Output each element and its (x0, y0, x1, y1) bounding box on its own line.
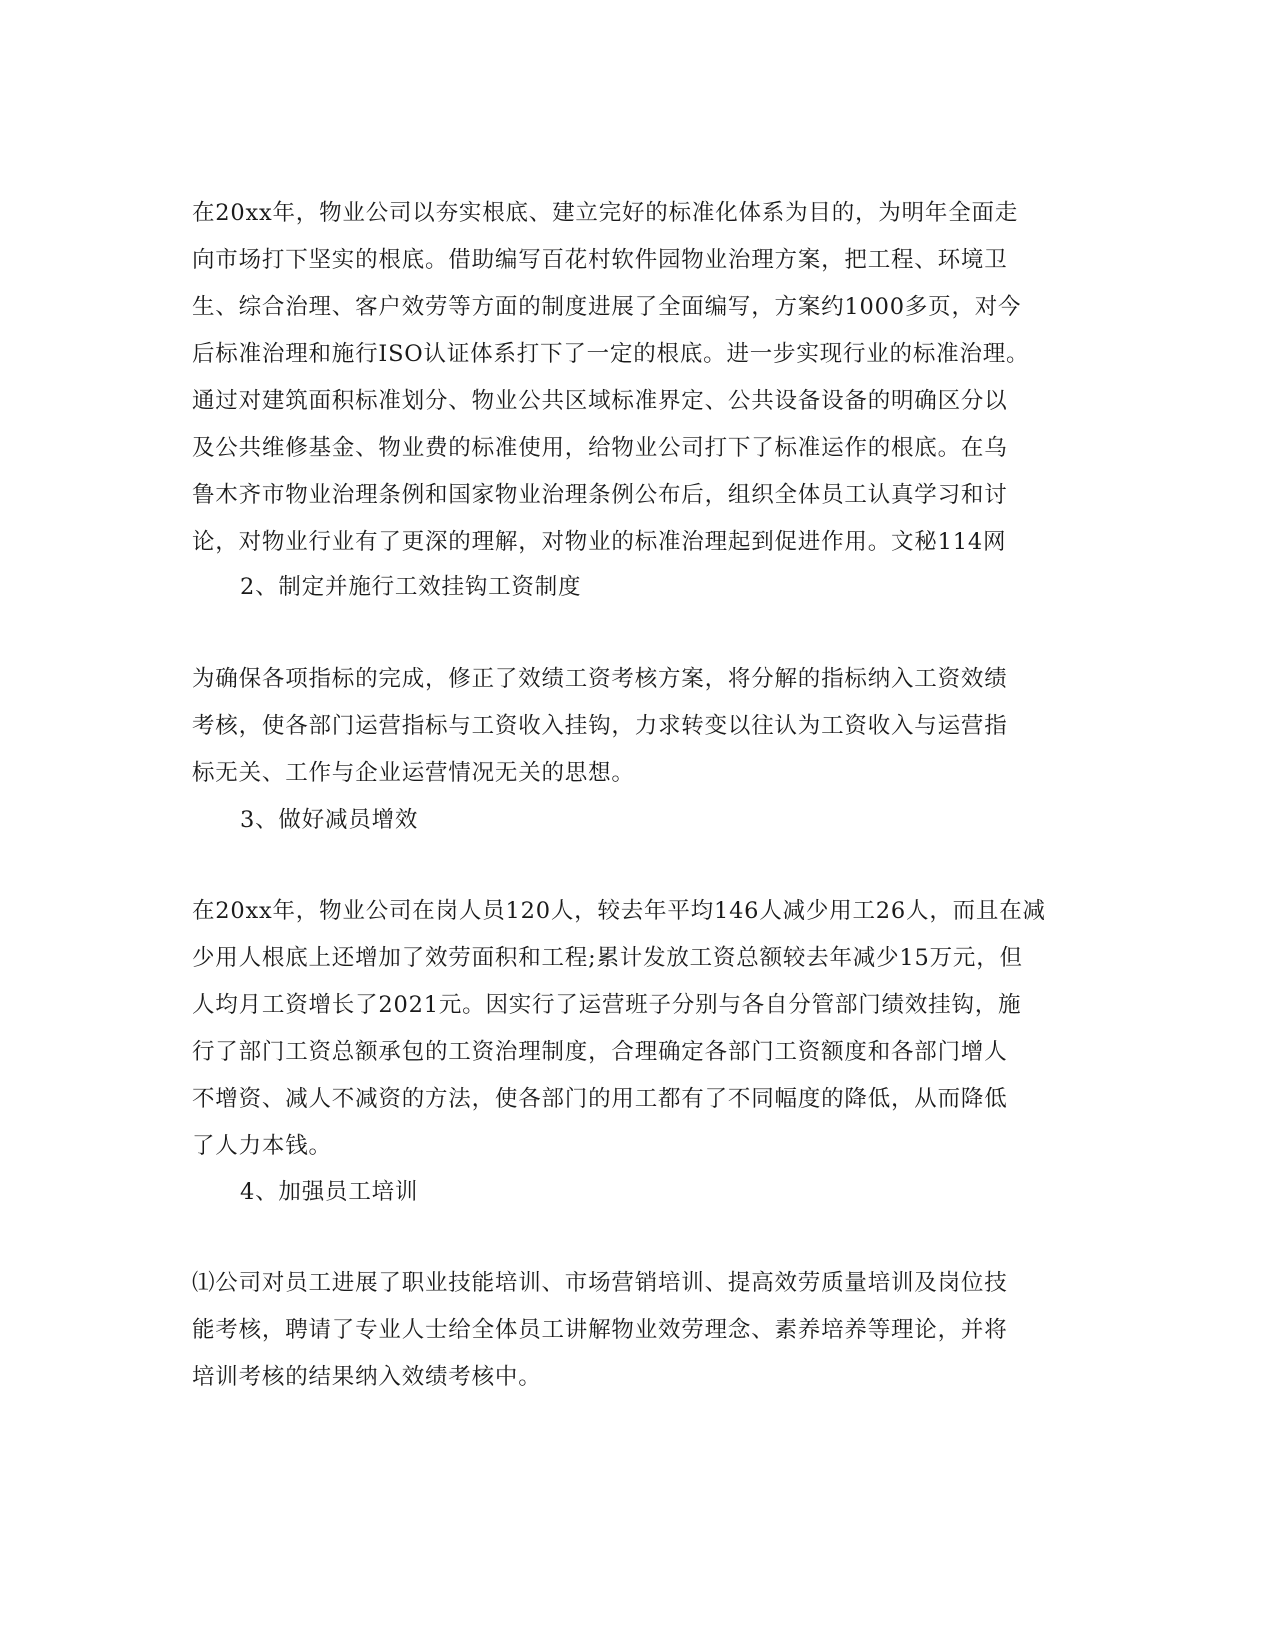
text-line: 标无关、工作与企业运营情况无关的思想。 (192, 760, 635, 786)
paragraph-standardization (192, 190, 1072, 566)
text-line: 不增资、减人不减资的方法，使各部门的用工都有了不同幅度的降低，从而降低 (192, 1086, 1008, 1112)
text-line: 为确保各项指标的完成，修正了效绩工资考核方案，将分解的指标纳入工资效绩 (192, 666, 1008, 692)
text-line: 论，对物业行业有了更深的理解，对物业的标准治理起到促进作用。文秘114网 (192, 529, 1007, 555)
text-line: ⑴公司对员工进展了职业技能培训、市场营销培训、提高效劳质量培训及岗位技 (192, 1270, 1008, 1296)
paragraph-salary-system (192, 656, 1072, 797)
text-line: 了人力本钱。 (192, 1133, 332, 1159)
text-line: 人均月工资增长了2021元。因实行了运营班子分别与各自分管部门绩效挂钩，施 (192, 992, 1022, 1018)
paragraph-training (192, 1260, 1072, 1401)
section-heading-3: 3、做好减员增效 (240, 807, 419, 833)
text-line: 培训考核的结果纳入效绩考核中。 (192, 1364, 542, 1390)
text-line: 在20xx年，物业公司在岗人员120人，较去年平均146人减少用工26人，而且在减 (192, 898, 1046, 924)
section-heading-4: 4、加强员工培训 (240, 1179, 419, 1205)
text-line: 向市场打下坚实的根底。借助编写百花村软件园物业治理方案，把工程、环境卫 (192, 247, 1008, 273)
text-line: 少用人根底上还增加了效劳面积和工程;累计发放工资总额较去年减少15万元，但 (192, 945, 1023, 971)
text-line: 考核，使各部门运营指标与工资收入挂钩，力求转变以往认为工资收入与运营指 (192, 713, 1008, 739)
section-heading-2: 2、制定并施行工效挂钩工资制度 (240, 574, 582, 600)
text-line: 行了部门工资总额承包的工资治理制度，合理确定各部门工资额度和各部门增人 (192, 1039, 1008, 1065)
text-line: 能考核，聘请了专业人士给全体员工讲解物业效劳理念、素养培养等理论，并将 (192, 1317, 1008, 1343)
text-line: 鲁木齐市物业治理条例和国家物业治理条例公布后，组织全体员工认真学习和讨 (192, 482, 1008, 508)
text-line: 通过对建筑面积标准划分、物业公共区域标准界定、公共设备设备的明确区分以 (192, 388, 1008, 414)
text-line: 后标准治理和施行ISO认证体系打下了一定的根底。进一步实现行业的标准治理。 (192, 341, 1030, 367)
text-line: 及公共维修基金、物业费的标准使用，给物业公司打下了标准运作的根底。在乌 (192, 435, 1008, 461)
paragraph-staff-reduction (192, 888, 1072, 1170)
text-line: 生、综合治理、客户效劳等方面的制度进展了全面编写，方案约1000多页，对今 (192, 294, 1022, 320)
text-line: 在20xx年，物业公司以夯实根底、建立完好的标准化体系为目的，为明年全面走 (192, 200, 1019, 226)
